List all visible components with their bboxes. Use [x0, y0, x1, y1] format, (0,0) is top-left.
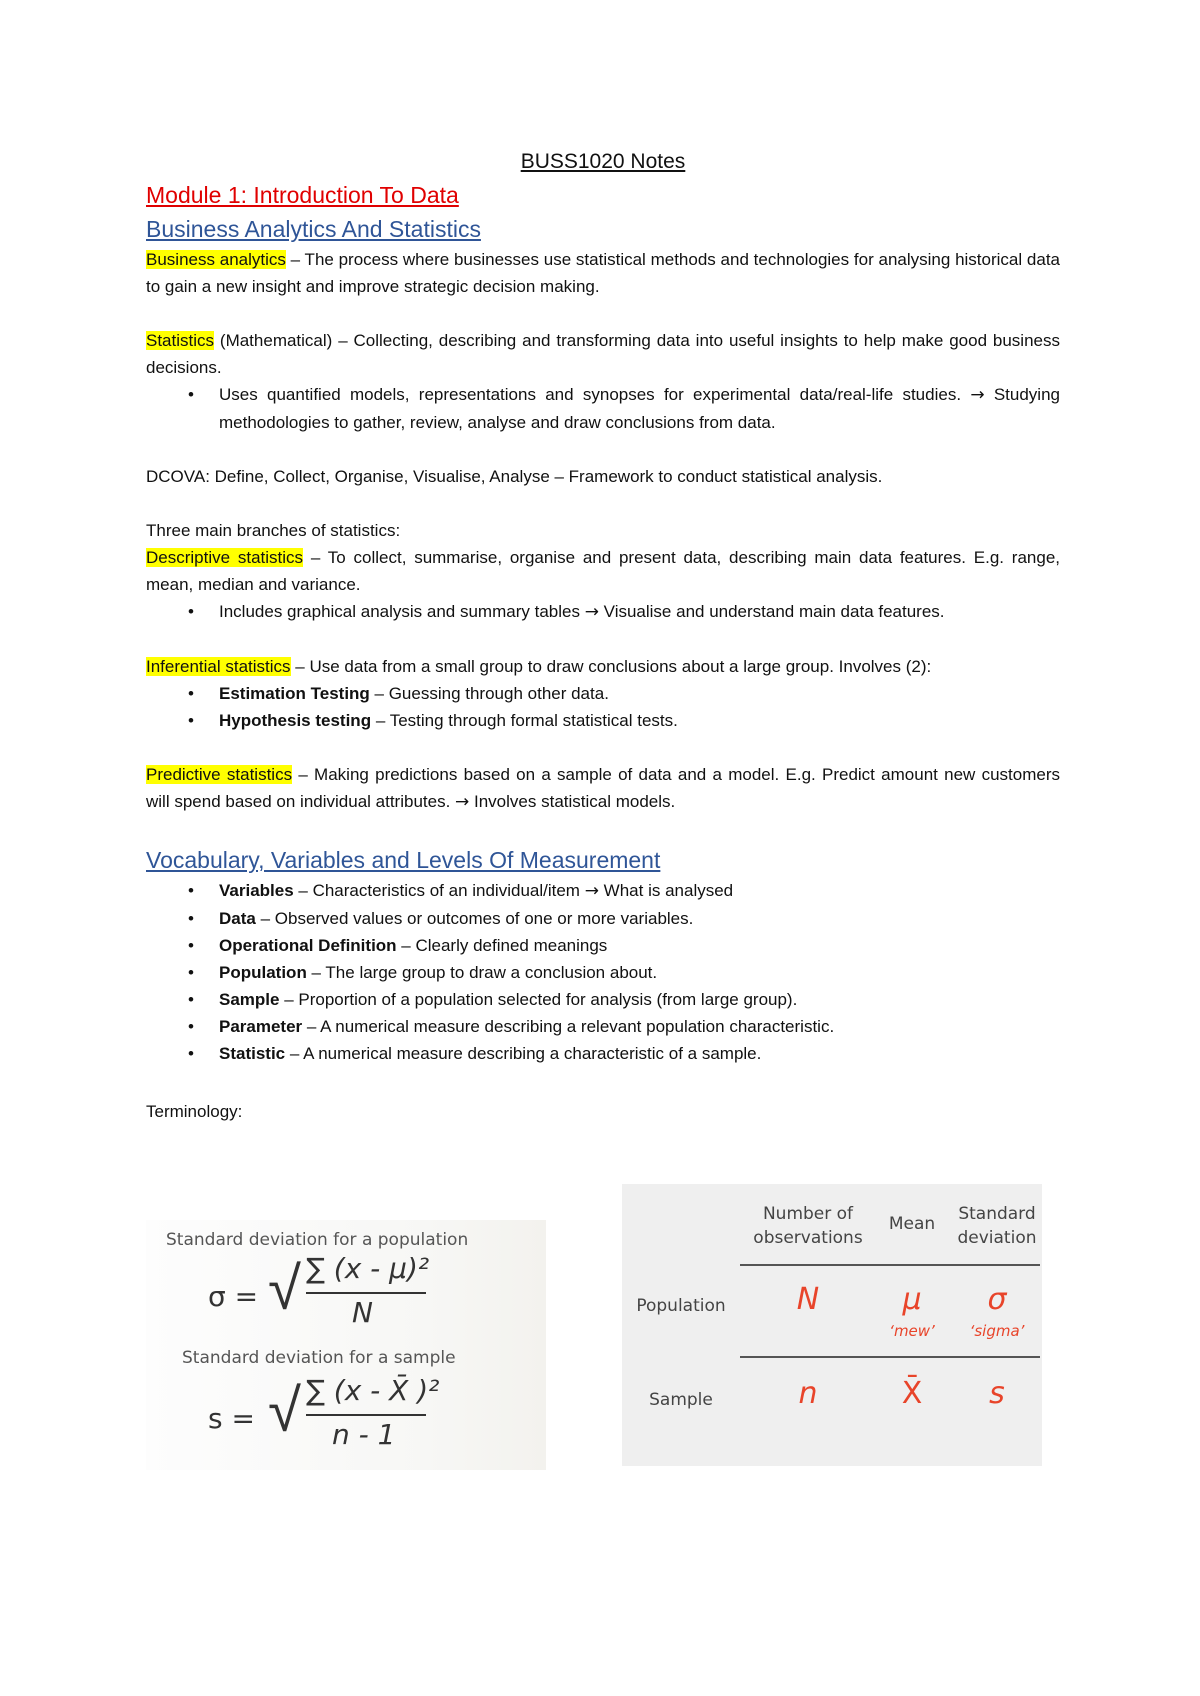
root-icon: √: [268, 1254, 301, 1324]
document-title: BUSS1020 Notes: [520, 150, 686, 173]
arrow-icon: →: [455, 792, 470, 812]
list-item: [146, 680, 1060, 707]
bullet-text: – Guessing through other data.: [369, 684, 609, 703]
bullet-icon: •: [188, 990, 194, 1009]
bullet-term: Sample: [219, 990, 280, 1009]
sample-denominator: n - 1: [332, 1418, 396, 1451]
population-denominator: N: [352, 1296, 373, 1329]
root-icon: √: [268, 1376, 301, 1446]
fraction-bar: [306, 1414, 426, 1416]
term-highlight: Inferential statistics: [146, 657, 291, 676]
vocabulary-list: [146, 877, 1060, 1067]
arrow-icon: →: [970, 385, 985, 405]
bullet-text: What is analysed: [598, 881, 734, 900]
term-highlight: Business analytics: [146, 250, 286, 269]
statistics-bullets: [146, 381, 1060, 436]
sample-n-symbol: n: [798, 1376, 818, 1411]
definition-text: – Making predictions based on a sample of data and a model. E.g. Predict amount new customers will spend based on individual attributes.: [146, 765, 1060, 811]
bullet-text: – A numerical measure describing a characteristic of a sample.: [285, 1044, 762, 1063]
branches-intro: Three main branches of statistics:: [146, 521, 401, 540]
list-item: [146, 932, 1060, 959]
module-heading: Module 1: Introduction To Data: [146, 182, 459, 208]
bullet-icon: •: [188, 711, 194, 730]
row-label-sample: Sample: [649, 1390, 713, 1410]
terminology-label: Terminology:: [146, 1102, 243, 1121]
bullet-term: Statistic: [219, 1044, 286, 1063]
descriptive-bullets: [146, 598, 1060, 626]
list-item: [146, 905, 1060, 932]
bullet-term: Parameter: [219, 1017, 303, 1036]
bullet-term: Hypothesis testing: [219, 711, 372, 730]
section-heading-vocabulary: Vocabulary, Variables and Levels Of Measurement: [146, 847, 661, 873]
section-heading-business-analytics: Business Analytics And Statistics: [146, 216, 481, 242]
arrow-icon: →: [584, 602, 599, 622]
sample-numerator: ∑ (x - X̄ )²: [306, 1374, 440, 1407]
bullet-term: Estimation Testing: [219, 684, 370, 703]
header-observations: Number of observations: [753, 1204, 863, 1248]
bullet-text: – A numerical measure describing a relevant population characteristic.: [302, 1017, 835, 1036]
population-sd-pronunciation: ‘sigma’: [969, 1322, 1025, 1340]
descriptive-definition: [146, 544, 1060, 598]
bullet-icon: •: [188, 909, 194, 928]
bullet-text: Includes graphical analysis and summary tables: [219, 602, 585, 621]
term-highlight: Predictive statistics: [146, 765, 293, 784]
population-sd-symbol: σ: [987, 1282, 1007, 1317]
table-rule: [740, 1264, 1040, 1266]
list-item: [146, 1040, 1060, 1067]
bullet-term: Variables: [219, 881, 294, 900]
bullet-text: – Characteristics of an individual/item: [293, 881, 585, 900]
bullet-term: Operational Definition: [219, 936, 397, 955]
bullet-text: Uses quantified models, representations and synopses for experimental data/real-life studies.: [219, 385, 971, 404]
sample-caption: Standard deviation for a sample: [182, 1348, 456, 1368]
list-item: [146, 381, 1060, 436]
population-n-symbol: N: [796, 1282, 820, 1317]
row-label-population: Population: [636, 1296, 726, 1316]
list-item: [146, 986, 1060, 1013]
definition-text: (Mathematical) – Collecting, describing and transforming data into useful insights to help make good business decisions.: [146, 331, 1060, 377]
sample-mean-symbol: X̄: [901, 1376, 923, 1411]
list-item: [146, 1013, 1060, 1040]
definition-text: – To collect, summarise, organise and present data, describing main data features. E.g. range, mean, median and variance.: [146, 548, 1060, 594]
definition-text: – Use data from a small group to draw conclusions about a large group. Involves (2):: [290, 657, 932, 676]
bullet-icon: •: [188, 684, 194, 703]
bullet-text: – Observed values or outcomes of one or more variables.: [255, 909, 694, 928]
inferential-bullets: [146, 680, 1060, 734]
list-item: [146, 959, 1060, 986]
document-page: [146, 150, 1060, 1125]
bullet-icon: •: [188, 1044, 194, 1063]
arrow-icon: →: [584, 881, 599, 901]
bullet-term: Data: [219, 909, 256, 928]
inferential-definition: [146, 653, 1060, 680]
list-item: [146, 598, 1060, 626]
bullet-text: Studying methodologies to gather, review, analyse and draw conclusions from data.: [219, 385, 1060, 432]
term-highlight: Descriptive statistics: [146, 548, 304, 567]
bullet-icon: •: [188, 385, 194, 404]
population-caption: Standard deviation for a population: [166, 1230, 469, 1250]
sample-sd-symbol: s: [989, 1376, 1005, 1411]
fraction-bar: [306, 1292, 426, 1294]
bullet-icon: •: [188, 602, 194, 621]
standard-deviation-formula-image: [146, 1220, 546, 1470]
sample-lhs: s =: [208, 1402, 255, 1435]
bullet-text: – Testing through formal statistical tests.: [371, 711, 678, 730]
terminology-table-image: [622, 1184, 1042, 1466]
bullet-icon: •: [188, 881, 194, 900]
header-standard-deviation: Standard deviation: [957, 1204, 1037, 1248]
bullet-text: – The large group to draw a conclusion about.: [306, 963, 658, 982]
business-analytics-definition: [146, 246, 1060, 300]
predictive-definition: [146, 761, 1060, 816]
population-mean-pronunciation: ‘mew’: [889, 1322, 935, 1340]
dcova-line: DCOVA: Define, Collect, Organise, Visualise, Analyse – Framework to conduct statistical analysis.: [146, 467, 883, 486]
definition-text: Involves statistical models.: [469, 792, 676, 811]
population-numerator: ∑ (x - μ)²: [306, 1252, 430, 1285]
list-item: [146, 877, 1060, 905]
bullet-text: Visualise and understand main data features.: [598, 602, 945, 621]
definition-text: – The process where businesses use statistical methods and technologies for analysing historical data to gain a new insight and improve strategic decision making.: [146, 250, 1061, 296]
bullet-text: – Proportion of a population selected for analysis (from large group).: [279, 990, 798, 1009]
statistics-definition: [146, 327, 1060, 381]
bullet-text: – Clearly defined meanings: [396, 936, 608, 955]
bullet-icon: •: [188, 936, 194, 955]
bullet-icon: •: [188, 1017, 194, 1036]
population-lhs: σ =: [208, 1280, 259, 1313]
table-rule: [740, 1356, 1040, 1358]
population-mean-symbol: μ: [902, 1282, 922, 1317]
term-highlight: Statistics: [146, 331, 215, 350]
bullet-term: Population: [219, 963, 307, 982]
header-mean: Mean: [888, 1214, 936, 1234]
bullet-icon: •: [188, 963, 194, 982]
list-item: [146, 707, 1060, 734]
